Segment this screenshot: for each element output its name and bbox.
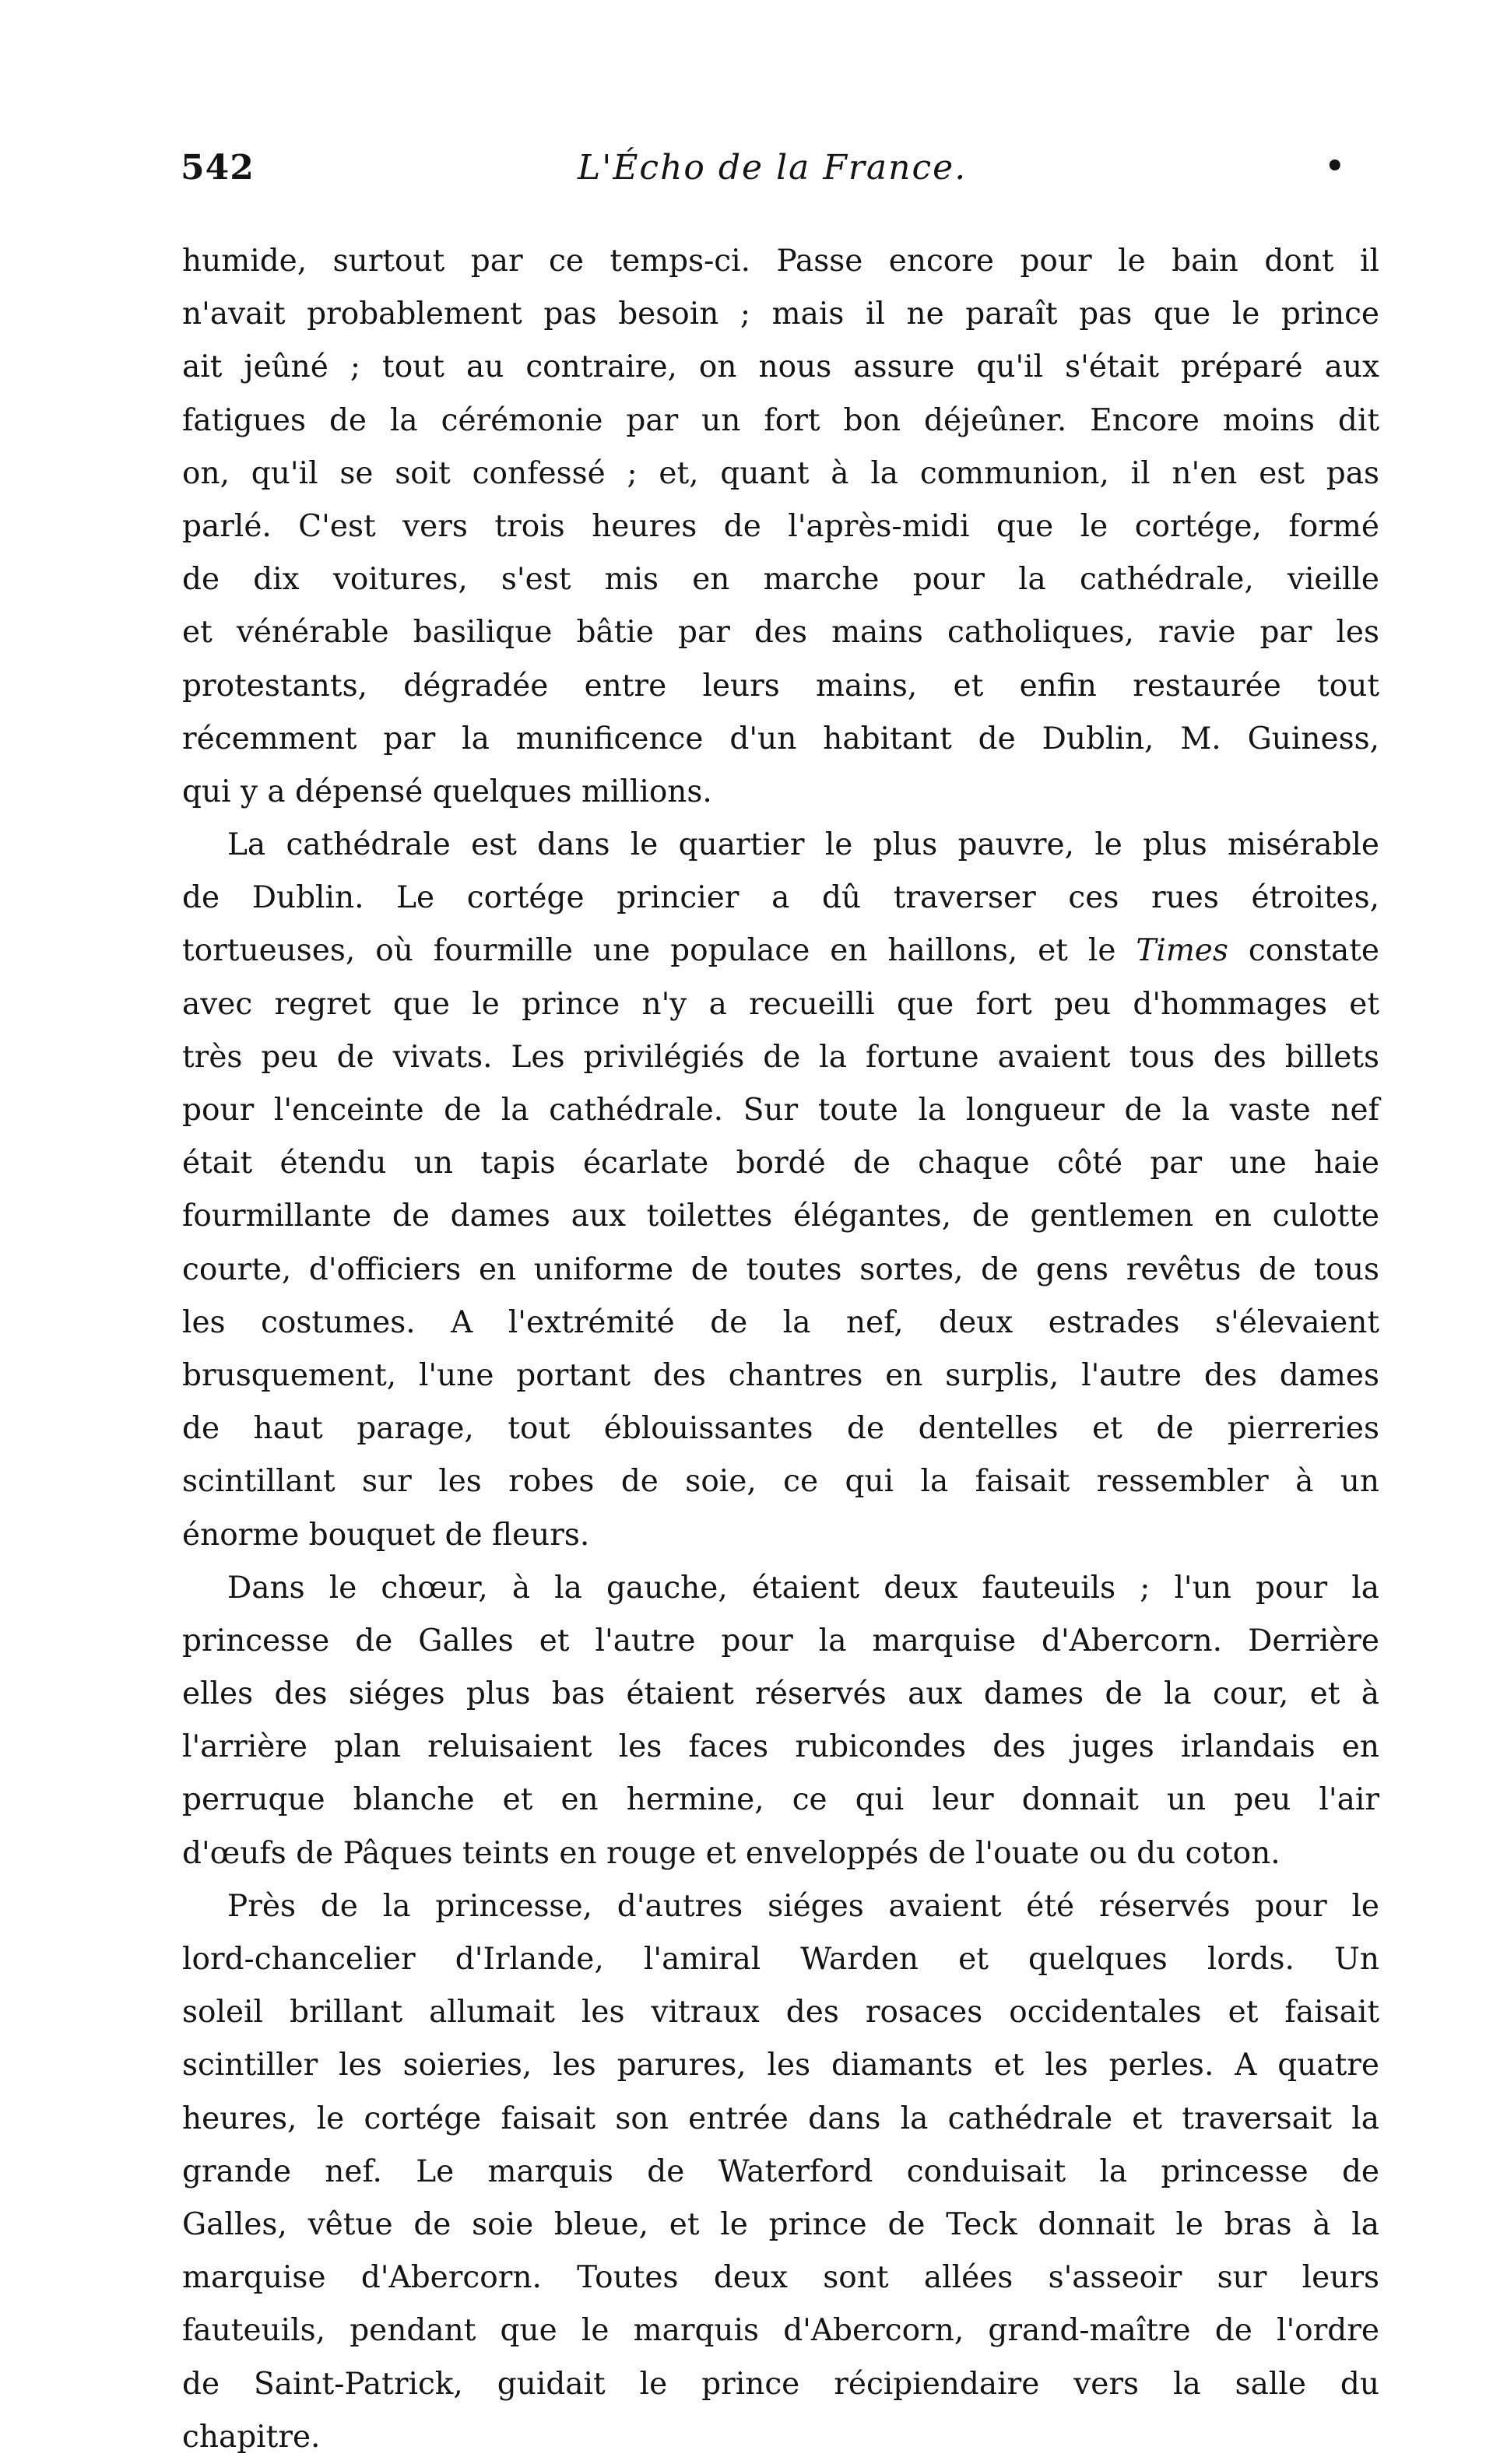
text-line: de Dublin. Le cortége princier a dû traverser ces rues étroites, bbox=[182, 880, 1379, 916]
text-line: et vénérable basilique bâtie par des mains catholiques, ravie par les bbox=[182, 615, 1379, 651]
text-line: était étendu un tapis écarlate bordé de chaque côté par une haie bbox=[182, 1146, 1379, 1181]
text-line: fatigues de la cérémonie par un fort bon déjeûner. Encore moins dit bbox=[182, 402, 1379, 438]
text-line: scintiller les soieries, les parures, les diamants et les perles. A quatre bbox=[182, 2048, 1379, 2083]
running-title: L'Écho de la France. bbox=[578, 148, 968, 188]
text-line: fauteuils, pendant que le marquis d'Abercorn, grand-maître de l'ordre bbox=[182, 2313, 1379, 2349]
text-line: lord-chancelier d'Irlande, l'amiral Warden et quelques lords. Un bbox=[182, 1942, 1379, 1977]
paragraph-first-line: Dans le chœur, à la gauche, étaient deux fauteuils ; l'un pour la bbox=[227, 1570, 1379, 1606]
text-line: humide, surtout par ce temps-ci. Passe encore pour le bain dont il bbox=[182, 244, 1379, 279]
text-line: perruque blanche et en hermine, ce qui leur donnait un peu l'air bbox=[182, 1782, 1379, 1818]
text-line: très peu de vivats. Les privilégiés de la fortune avaient tous des billets bbox=[182, 1039, 1379, 1075]
text-line: chapitre. bbox=[182, 2419, 321, 2455]
header-dot-mark: • bbox=[1325, 148, 1345, 184]
text-line: Galles, vêtue de soie bleue, et le prince de Teck donnait le bras à la bbox=[182, 2206, 1379, 2242]
text-line: marquise d'Abercorn. Toutes deux sont allées s'asseoir sur leurs bbox=[182, 2260, 1379, 2296]
text-line: de dix voitures, s'est mis en marche pour la cathédrale, vieille bbox=[182, 562, 1379, 598]
text-line: l'arrière plan reluisaient les faces rubicondes des juges irlandais en bbox=[182, 1729, 1379, 1765]
text-line: énorme bouquet de fleurs. bbox=[182, 1517, 590, 1553]
text-line: on, qu'il se soit confessé ; et, quant à la communion, il n'en est pas bbox=[182, 455, 1379, 491]
text-line: d'œufs de Pâques teints en rouge et enveloppés de l'ouate ou du coton. bbox=[182, 1835, 1280, 1871]
page-number: 542 bbox=[181, 148, 255, 188]
paragraph-first-line: Près de la princesse, d'autres siéges avaient été réservés pour le bbox=[227, 1888, 1379, 1924]
text-line: brusquement, l'une portant des chantres en surplis, l'autre des dames bbox=[182, 1357, 1379, 1393]
text-line: scintillant sur les robes de soie, ce qui la faisait ressembler à un bbox=[182, 1464, 1379, 1500]
body-text bbox=[182, 235, 1379, 2455]
text-line: courte, d'officiers en uniforme de toutes sortes, de gens revêtus de tous bbox=[182, 1251, 1379, 1287]
text-line: grande nef. Le marquis de Waterford conduisait la princesse de bbox=[182, 2153, 1379, 2189]
text-line: heures, le cortége faisait son entrée dans la cathédrale et traversait la bbox=[182, 2101, 1379, 2136]
text-line: n'avait probablement pas besoin ; mais il ne paraît pas que le prince bbox=[182, 297, 1379, 332]
text-line: princesse de Galles et l'autre pour la marquise d'Abercorn. Derrière bbox=[182, 1623, 1379, 1658]
paragraph-first-line: La cathédrale est dans le quartier le plus pauvre, le plus misérable bbox=[227, 827, 1379, 863]
text-line: soleil brillant allumait les vitraux des rosaces occidentales et faisait bbox=[182, 1995, 1379, 2031]
text-line: protestants, dégradée entre leurs mains, et enfin restaurée tout bbox=[182, 668, 1379, 704]
text-line: récemment par la munificence d'un habitant de Dublin, M. Guiness, bbox=[182, 721, 1379, 756]
text-line: parlé. C'est vers trois heures de l'après-midi que le cortége, formé bbox=[182, 508, 1379, 544]
text-line: les costumes. A l'extrémité de la nef, deux estrades s'élevaient bbox=[182, 1304, 1379, 1340]
text-line: pour l'enceinte de la cathédrale. Sur toute la longueur de la vaste nef bbox=[182, 1093, 1379, 1128]
text-line: avec regret que le prince n'y a recueilli que fort peu d'hommages et bbox=[182, 986, 1379, 1022]
text-line: de Saint-Patrick, guidait le prince récipiendaire vers la salle du bbox=[182, 2366, 1379, 2402]
text-line: elles des siéges plus bas étaient réservés aux dames de la cour, et à bbox=[182, 1676, 1379, 1712]
text-line-with-times: tortueuses, où fourmille une populace en haillons, et le Times constate bbox=[182, 933, 1379, 969]
text-line: de haut parage, tout éblouissantes de dentelles et de pierreries bbox=[182, 1411, 1379, 1447]
page-header bbox=[181, 148, 1379, 202]
text-line: fourmillante de dames aux toilettes élégantes, de gentlemen en culotte bbox=[182, 1199, 1379, 1234]
text-line: qui y a dépensé quelques millions. bbox=[182, 774, 712, 809]
text-line: ait jeûné ; tout au contraire, on nous assure qu'il s'était préparé aux bbox=[182, 349, 1379, 385]
